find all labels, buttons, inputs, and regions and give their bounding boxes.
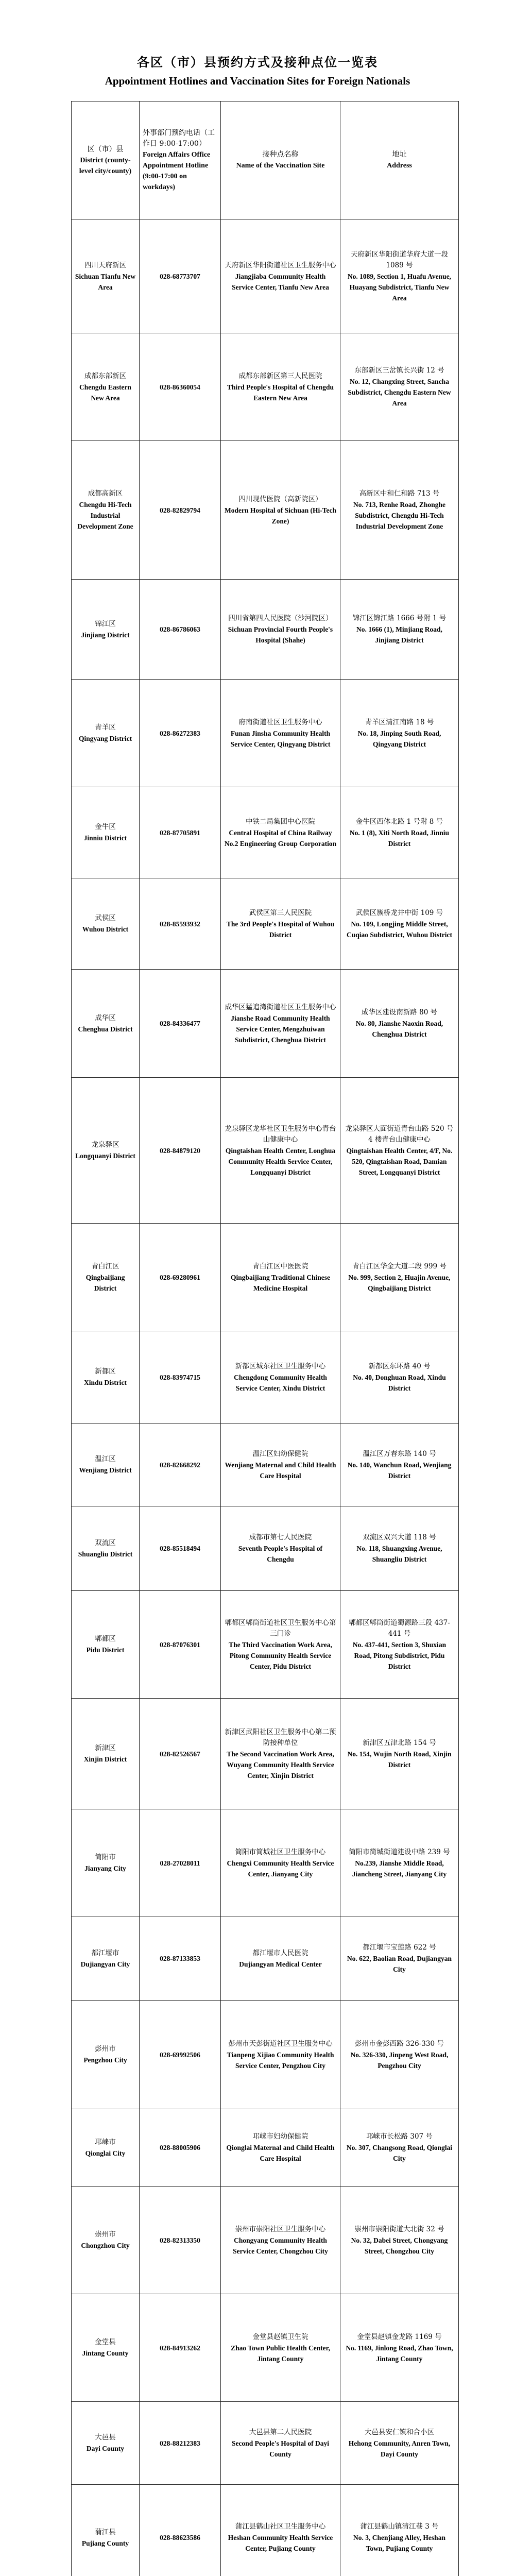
address-cell: [340, 580, 459, 680]
site-name-cn: 府南街道社区卫生服务中心: [238, 718, 322, 726]
district-name-cn: 大邑县: [95, 2433, 116, 2442]
table-row: [72, 1224, 459, 1331]
district-cell: [72, 333, 140, 441]
table-header-row: [72, 101, 459, 219]
site-name-cn: 郫都区郫筒街道社区卫生服务中心第三门诊: [225, 1618, 336, 1638]
site-name-cn: 崇州市崇阳社区卫生服务中心: [235, 2225, 326, 2233]
district-cell: [72, 2187, 140, 2294]
site-name-cn: 青白江区中医医院: [252, 1262, 308, 1270]
address-en: No. 1666 (1), Minjiang Road, Jinjiang District: [356, 625, 442, 644]
address-en: No. 1089, Section 1, Huafu Avenue, Huayang Subdistrict, Tianfu New Area: [347, 272, 452, 302]
site-name-cn: 四川省第四人民医院（沙河院区）: [228, 614, 333, 622]
district-name-en: Chengdu Hi-Tech Industrial Development Zone: [77, 501, 133, 530]
district-name-cn: 简阳市: [95, 1853, 116, 1861]
table-row: [72, 680, 459, 787]
appointment-phone: 028-84913262: [160, 2344, 200, 2352]
title-english: Appointment Hotlines and Vaccination Sites for Foreign Nationals: [105, 75, 410, 87]
appointment-phone: 028-88212383: [160, 2439, 200, 2447]
district-cell: [72, 2109, 140, 2187]
district-name-en: Jintang County: [82, 2349, 129, 2357]
site-cell: [221, 1809, 340, 1917]
address-en: No. 1 (8), Xiti North Road, Jinniu District: [349, 828, 450, 848]
address-cn: 金牛区西体北路 1 号附 8 号: [355, 817, 443, 826]
address-cell: [340, 2402, 459, 2485]
table-row: [72, 2001, 459, 2109]
address-cn: 金堂县赵镇金龙路 1169 号: [357, 2332, 442, 2341]
site-name-en: Heshan Community Health Service Center, Pujiang County: [228, 2534, 333, 2552]
table-row: [72, 1331, 459, 1423]
district-name-cn: 武侯区: [95, 914, 116, 922]
appointment-phone: 028-85518494: [160, 1545, 200, 1552]
address-cell: [340, 1331, 459, 1423]
appointment-phone: 028-87705891: [160, 828, 200, 837]
site-name-en: Qingtaishan Health Center, Longhua Community Health Service Center, Longquanyi District: [225, 1146, 336, 1176]
site-name-cn: 成华区猛追湾街道社区卫生服务中心: [225, 1003, 336, 1011]
site-cell: [221, 787, 340, 878]
title-chinese: 各区（市）县预约方式及接种点位一览表: [137, 55, 378, 70]
appointment-phone: 028-69992506: [160, 2050, 200, 2059]
site-name-cn: 新津区武阳社区卫生服务中心第二预防接种单位: [225, 1727, 336, 1747]
address-cn: 郫都区郫筒街道蜀源路三段 437-441 号: [349, 1618, 450, 1638]
district-name-en: Chongzhou City: [81, 2242, 130, 2249]
address-en: No.239, Jianshe Middle Road, Jiancheng Street, Jianyang City: [352, 1859, 447, 1878]
phone-cell: [140, 2294, 221, 2402]
address-cell: [340, 1078, 459, 1224]
address-cell: [340, 1917, 459, 2001]
district-cell: [72, 2485, 140, 2576]
district-cell: [72, 1917, 140, 2001]
address-cell: [340, 1506, 459, 1591]
table-row: [72, 1078, 459, 1224]
appointment-phone: 028-84336477: [160, 1020, 200, 1027]
site-name-cn: 简阳市简城社区卫生服务中心: [235, 1848, 326, 1856]
address-en: No. 713, Renhe Road, Zhonghe Subdistrict, Chengdu Hi-Tech Industrial Development Zone: [353, 501, 445, 530]
phone-cell: [140, 2485, 221, 2576]
appointment-phone: 028-83974715: [160, 1373, 200, 1381]
address-cn: 新都区东环路 40 号: [368, 1362, 431, 1370]
phone-cell: [140, 1423, 221, 1506]
district-cell: [72, 1423, 140, 1506]
address-cell: [340, 2109, 459, 2187]
site-cell: [221, 2001, 340, 2109]
address-cn: 蒲江县鹤山镇清江巷 3 号: [360, 2522, 439, 2531]
appointment-phone: 028-68773707: [160, 272, 200, 280]
site-name-cn: 邛崃市妇幼保健院: [252, 2132, 308, 2141]
site-cell: [221, 1699, 340, 1809]
address-en: No. 40, Donghuan Road, Xindu District: [353, 1373, 446, 1392]
table-row: [72, 787, 459, 878]
site-name-en: Qionglai Maternal and Child Health Care Hospital: [226, 2144, 335, 2162]
address-cell: [340, 2001, 459, 2109]
site-cell: [221, 1506, 340, 1591]
address-cell: [340, 2294, 459, 2402]
site-cell: [221, 219, 340, 333]
appointment-phone: 028-86786063: [160, 625, 200, 633]
table-row: [72, 878, 459, 970]
site-name-cn: 温江区妇幼保健院: [252, 1449, 308, 1458]
address-cell: [340, 1224, 459, 1331]
table-row: [72, 441, 459, 580]
header-district: 区（市）县 District (county-level city/county): [72, 101, 140, 219]
site-name-en: Chongyang Community Health Service Center, Chongzhou City: [233, 2236, 328, 2255]
appointment-phone: 028-27028011: [160, 1859, 200, 1867]
district-name-cn: 郫都区: [95, 1635, 116, 1643]
appointment-phone: 028-86272383: [160, 729, 200, 737]
phone-cell: [140, 219, 221, 333]
address-en: No. 437-441, Section 3, Shuxian Road, Pitong Subdistrict, Pidu District: [352, 1640, 447, 1670]
site-name-en: The Second Vaccination Work Area, Wuyang Community Health Service Center, Xinjin District: [227, 1750, 334, 1780]
address-cell: [340, 333, 459, 441]
district-name-en: Wenjiang District: [79, 1466, 132, 1474]
table-row: [72, 1809, 459, 1917]
address-cn: 彭州市金彭西路 326-330 号: [355, 2039, 444, 2048]
table-row: [72, 1699, 459, 1809]
address-cell: [340, 2187, 459, 2294]
district-cell: [72, 1591, 140, 1699]
phone-cell: [140, 2109, 221, 2187]
site-name-en: Modern Hospital of Sichuan (Hi-Tech Zone): [224, 506, 337, 525]
phone-cell: [140, 2402, 221, 2485]
address-cn: 成华区建设南新路 80 号: [361, 1008, 438, 1016]
district-cell: [72, 1809, 140, 1917]
appointment-phone: 028-69280961: [160, 1273, 200, 1281]
district-name-en: Jinniu District: [83, 834, 127, 842]
district-cell: [72, 219, 140, 333]
district-cell: [72, 2402, 140, 2485]
address-cell: [340, 1699, 459, 1809]
address-cell: [340, 1423, 459, 1506]
phone-cell: [140, 1506, 221, 1591]
site-name-cn: 武侯区第三人民医院: [249, 908, 312, 917]
district-cell: [72, 680, 140, 787]
phone-cell: [140, 1809, 221, 1917]
site-name-en: Funan Jinsha Community Health Service Center, Qingyang District: [230, 729, 331, 748]
district-name-cn: 双流区: [95, 1538, 116, 1547]
district-name-en: Pengzhou City: [83, 2056, 127, 2064]
district-name-en: Dujiangyan City: [80, 1960, 130, 1968]
address-cell: [340, 878, 459, 970]
district-name-en: Dayi County: [86, 2445, 125, 2452]
address-en: No. 154, Wujin North Road, Xinjin District: [347, 1750, 452, 1769]
site-name-en: The Third Vaccination Work Area, Pitong Community Health Service Center, Pidu District: [229, 1640, 332, 1670]
site-cell: [221, 1331, 340, 1423]
district-name-cn: 龙泉驿区: [91, 1141, 119, 1149]
site-name-en: Dujiangyan Medical Center: [239, 1960, 322, 1968]
address-cn: 高新区中和仁和路 713 号: [359, 489, 440, 498]
address-cn: 龙泉驿区大面街道青台山路 520 号 4 楼青台山健康中心: [345, 1124, 454, 1144]
site-name-cn: 都江堰市人民医院: [252, 1948, 308, 1957]
district-name-cn: 锦江区: [95, 619, 116, 628]
phone-cell: [140, 1224, 221, 1331]
phone-cell: [140, 970, 221, 1078]
address-cn: 邛崃市长松路 307 号: [366, 2132, 433, 2141]
phone-cell: [140, 1591, 221, 1699]
site-name-cn: 成都东部新区第三人民医院: [238, 371, 322, 380]
district-name-en: Qingyang District: [78, 735, 132, 742]
district-name-en: Pidu District: [86, 1646, 125, 1654]
district-name-en: Sichuan Tianfu New Area: [75, 272, 136, 291]
site-name-cn: 中铁二局集团中心医院: [246, 817, 315, 826]
district-cell: [72, 970, 140, 1078]
address-en: No. 140, Wanchun Road, Wenjiang District: [347, 1461, 452, 1480]
district-name-cn: 青白江区: [91, 1262, 119, 1270]
district-cell: [72, 878, 140, 970]
district-name-cn: 新都区: [95, 1367, 116, 1376]
address-cn: 温江区万春东路 140 号: [363, 1449, 436, 1458]
site-name-cn: 金堂县赵镇卫生院: [252, 2332, 308, 2341]
district-cell: [72, 2001, 140, 2109]
table-row: [72, 1917, 459, 2001]
district-name-cn: 邛崃市: [95, 2138, 116, 2146]
appointment-phone: 028-85593932: [160, 920, 200, 928]
header-site: 接种点名称 Name of the Vaccination Site: [221, 101, 340, 219]
site-name-en: Second People's Hospital of Dayi County: [231, 2439, 329, 2458]
address-en: No. 32, Dabei Street, Chongyang Street, Chongzhou City: [351, 2236, 448, 2255]
site-name-cn: 新都区城东社区卫生服务中心: [235, 1362, 326, 1370]
site-name-en: The 3rd People's Hospital of Wuhou District: [226, 920, 335, 939]
address-cell: [340, 2485, 459, 2576]
district-name-cn: 蒲江县: [95, 2528, 116, 2536]
phone-cell: [140, 2001, 221, 2109]
site-cell: [221, 333, 340, 441]
appointment-phone: 028-82313350: [160, 2236, 200, 2244]
site-name-en: Sichuan Provincial Fourth People's Hospital (Shahe): [228, 625, 333, 644]
address-cell: [340, 787, 459, 878]
district-cell: [72, 580, 140, 680]
address-cn: 新津区五津北路 154 号: [363, 1738, 436, 1747]
site-name-en: Third People's Hospital of Chengdu Eastern New Area: [227, 383, 334, 402]
site-name-en: Chengdong Community Health Service Center, Xindu District: [234, 1373, 327, 1392]
district-name-cn: 金堂县: [95, 2338, 116, 2346]
district-name-cn: 温江区: [95, 1455, 116, 1463]
phone-cell: [140, 878, 221, 970]
site-cell: [221, 2294, 340, 2402]
phone-cell: [140, 1699, 221, 1809]
phone-cell: [140, 441, 221, 580]
appointment-phone: 028-87076301: [160, 1640, 200, 1649]
site-cell: [221, 1423, 340, 1506]
district-name-cn: 新津区: [95, 1744, 116, 1752]
site-name-cn: 龙泉驿区龙华社区卫生服务中心青台山健康中心: [225, 1124, 336, 1144]
district-name-en: Pujiang County: [81, 2539, 129, 2547]
district-cell: [72, 1224, 140, 1331]
district-cell: [72, 787, 140, 878]
district-name-cn: 成都高新区: [88, 489, 123, 498]
address-cn: 都江堰市宝莲路 622 号: [363, 1943, 436, 1952]
table-row: [72, 580, 459, 680]
address-en: No. 12, Changxing Street, Sancha Subdistrict, Chengdu Eastern New Area: [348, 378, 451, 407]
table-row: [72, 970, 459, 1078]
district-name-cn: 成华区: [95, 1013, 116, 1022]
appointment-phone: 028-84879120: [160, 1146, 200, 1155]
site-cell: [221, 2402, 340, 2485]
site-name-en: Wenjiang Maternal and Child Health Care Hospital: [225, 1461, 336, 1480]
address-cn: 简阳市简城街道建设中路 239 号: [349, 1848, 450, 1856]
table-row: [72, 2294, 459, 2402]
site-name-en: Zhao Town Public Health Center, Jintang County: [231, 2344, 330, 2363]
appointment-phone: 028-82829794: [160, 506, 200, 514]
district-cell: [72, 2294, 140, 2402]
site-cell: [221, 2109, 340, 2187]
district-name-en: Wuhou District: [82, 925, 129, 933]
site-name-en: Central Hospital of China Railway No.2 Engineering Group Corporation: [224, 828, 337, 848]
phone-cell: [140, 580, 221, 680]
site-name-cn: 大邑县第二人民医院: [249, 2428, 312, 2436]
appointment-phone: 028-88005906: [160, 2144, 200, 2151]
phone-cell: [140, 2187, 221, 2294]
site-name-cn: 成都市第七人民医院: [249, 1533, 312, 1541]
address-cn: 大邑县安仁镇和合小区: [365, 2428, 434, 2436]
address-cell: [340, 970, 459, 1078]
site-name-en: Tianpeng Xijiao Community Health Service Center, Pengzhou City: [227, 2050, 334, 2070]
address-en: No. 999, Section 2, Huajin Avenue, Qingbaijiang District: [348, 1273, 451, 1292]
district-name-en: Longquanyi District: [75, 1152, 135, 1160]
district-cell: [72, 1331, 140, 1423]
vaccination-sites-table: [71, 101, 459, 2576]
site-cell: [221, 441, 340, 580]
address-cell: [340, 1591, 459, 1699]
district-name-en: Xindu District: [84, 1379, 127, 1386]
table-row: [72, 1591, 459, 1699]
table-row: [72, 333, 459, 441]
site-name-cn: 四川现代医院（高新院区）: [238, 495, 322, 503]
district-name-en: Qingbaijiang District: [85, 1273, 125, 1292]
district-name-en: Jinjiang District: [81, 631, 130, 639]
address-en: No. 118, Shuangxing Avenue, Shuangliu District: [356, 1545, 442, 1563]
table-body: [72, 219, 459, 2576]
appointment-phone: 028-86360054: [160, 383, 200, 391]
district-name-en: Shuangliu District: [78, 1550, 133, 1558]
phone-cell: [140, 680, 221, 787]
address-en: No. 307, Changsong Road, Qionglai City: [346, 2144, 453, 2162]
district-name-cn: 彭州市: [95, 2045, 116, 2053]
appointment-phone: 028-88623586: [160, 2534, 200, 2541]
address-en: No. 1169, Jinlong Road, Zhao Town, Jintang County: [346, 2344, 453, 2363]
address-cn: 锦江区锦江路 1666 号附 1 号: [352, 614, 447, 622]
site-cell: [221, 2485, 340, 2576]
address-cn: 青羊区清江南路 18 号: [365, 718, 434, 726]
address-en: No. 326-330, Jinpeng West Road, Pengzhou City: [350, 2050, 449, 2070]
district-name-cn: 成都东部新区: [84, 371, 126, 380]
site-name-cn: 彭州市天彭街道社区卫生服务中心: [228, 2039, 333, 2048]
site-cell: [221, 970, 340, 1078]
phone-cell: [140, 787, 221, 878]
header-address: 地址 Address: [340, 101, 459, 219]
district-name-cn: 崇州市: [95, 2230, 116, 2239]
table-row: [72, 219, 459, 333]
address-cn: 崇州市崇阳街道大北街 32 号: [354, 2225, 444, 2233]
district-cell: [72, 1506, 140, 1591]
district-name-en: Chenghua District: [78, 1025, 133, 1033]
table-row: [72, 2187, 459, 2294]
district-name-en: Chengdu Eastern New Area: [79, 383, 131, 402]
appointment-phone: 028-82526567: [160, 1750, 200, 1758]
table-row: [72, 1506, 459, 1591]
address-en: No. 80, Jianshe Naoxin Road, Chenghua District: [355, 1020, 443, 1038]
address-cell: [340, 680, 459, 787]
district-name-cn: 金牛区: [95, 823, 116, 831]
site-name-en: Jiangjiaba Community Health Service Center, Tianfu New Area: [232, 272, 329, 291]
header-phone: 外事部门预约电话（工作日 9:00-17:00） Foreign Affairs Office Appointment Hotline (9:00-17:00 on workdays): [140, 101, 221, 219]
district-name-cn: 四川天府新区: [84, 261, 126, 269]
site-cell: [221, 1224, 340, 1331]
address-cell: [340, 1809, 459, 1917]
site-cell: [221, 580, 340, 680]
phone-cell: [140, 1917, 221, 2001]
district-cell: [72, 1078, 140, 1224]
district-cell: [72, 441, 140, 580]
table-row: [72, 2109, 459, 2187]
address-en: No. 18, Jinping South Road, Qingyang District: [357, 729, 441, 748]
address-en: No. 3, Chenjiang Alley, Heshan Town, Pujiang County: [353, 2534, 445, 2552]
address-en: No. 109, Longjing Middle Street, Cuqiao Subdistrict, Wuhou District: [346, 920, 453, 939]
site-name-en: Seventh People's Hospital of Chengdu: [238, 1545, 323, 1563]
district-name-cn: 都江堰市: [91, 1948, 119, 1957]
address-cn: 武侯区簇桥龙井中街 109 号: [355, 908, 443, 917]
address-cell: [340, 441, 459, 580]
site-name-en: Jianshe Road Community Health Service Center, Mengzhuiwan Subdistrict, Chenghua District: [231, 1014, 330, 1044]
site-cell: [221, 2187, 340, 2294]
address-cell: [340, 219, 459, 333]
address-en: No. 622, Baolian Road, Dujiangyan City: [347, 1955, 452, 1973]
table-row: [72, 2485, 459, 2576]
site-cell: [221, 1917, 340, 2001]
site-cell: [221, 1078, 340, 1224]
address-en: Hehong Community, Anren Town, Dayi County: [348, 2439, 451, 2458]
site-name-cn: 蒲江县鹤山社区卫生服务中心: [235, 2522, 326, 2531]
district-name-cn: 青羊区: [95, 723, 116, 732]
address-cn: 青白江区华金大道二段 999 号: [352, 1262, 447, 1270]
table-row: [72, 1423, 459, 1506]
address-cn: 天府新区华阳街道华府大道一段 1089 号: [351, 250, 448, 269]
site-name-en: Qingbaijiang Traditional Chinese Medicine Hospital: [230, 1273, 331, 1292]
site-name-en: Chengxi Community Health Service Center, Jianyang City: [227, 1859, 334, 1878]
district-name-en: Qionglai City: [85, 2149, 126, 2157]
appointment-phone: 028-87133853: [160, 1955, 200, 1962]
phone-cell: [140, 1078, 221, 1224]
phone-cell: [140, 333, 221, 441]
site-cell: [221, 680, 340, 787]
district-name-en: Jianyang City: [84, 1865, 126, 1872]
address-en: Qingtaishan Health Center, 4/F, No. 520, Qingtaishan Road, Damian Street, Longquanyi District: [346, 1146, 453, 1176]
address-cn: 双流区双兴大道 118 号: [363, 1533, 436, 1541]
address-cn: 东部新区三岔镇长兴街 12 号: [354, 366, 444, 375]
site-cell: [221, 1591, 340, 1699]
table-row: [72, 2402, 459, 2485]
district-name-en: Xinjin District: [83, 1755, 127, 1763]
district-cell: [72, 1699, 140, 1809]
site-name-cn: 天府新区华阳街道社区卫生服务中心: [225, 261, 336, 269]
appointment-phone: 028-82668292: [160, 1461, 200, 1469]
site-cell: [221, 878, 340, 970]
phone-cell: [140, 1331, 221, 1423]
